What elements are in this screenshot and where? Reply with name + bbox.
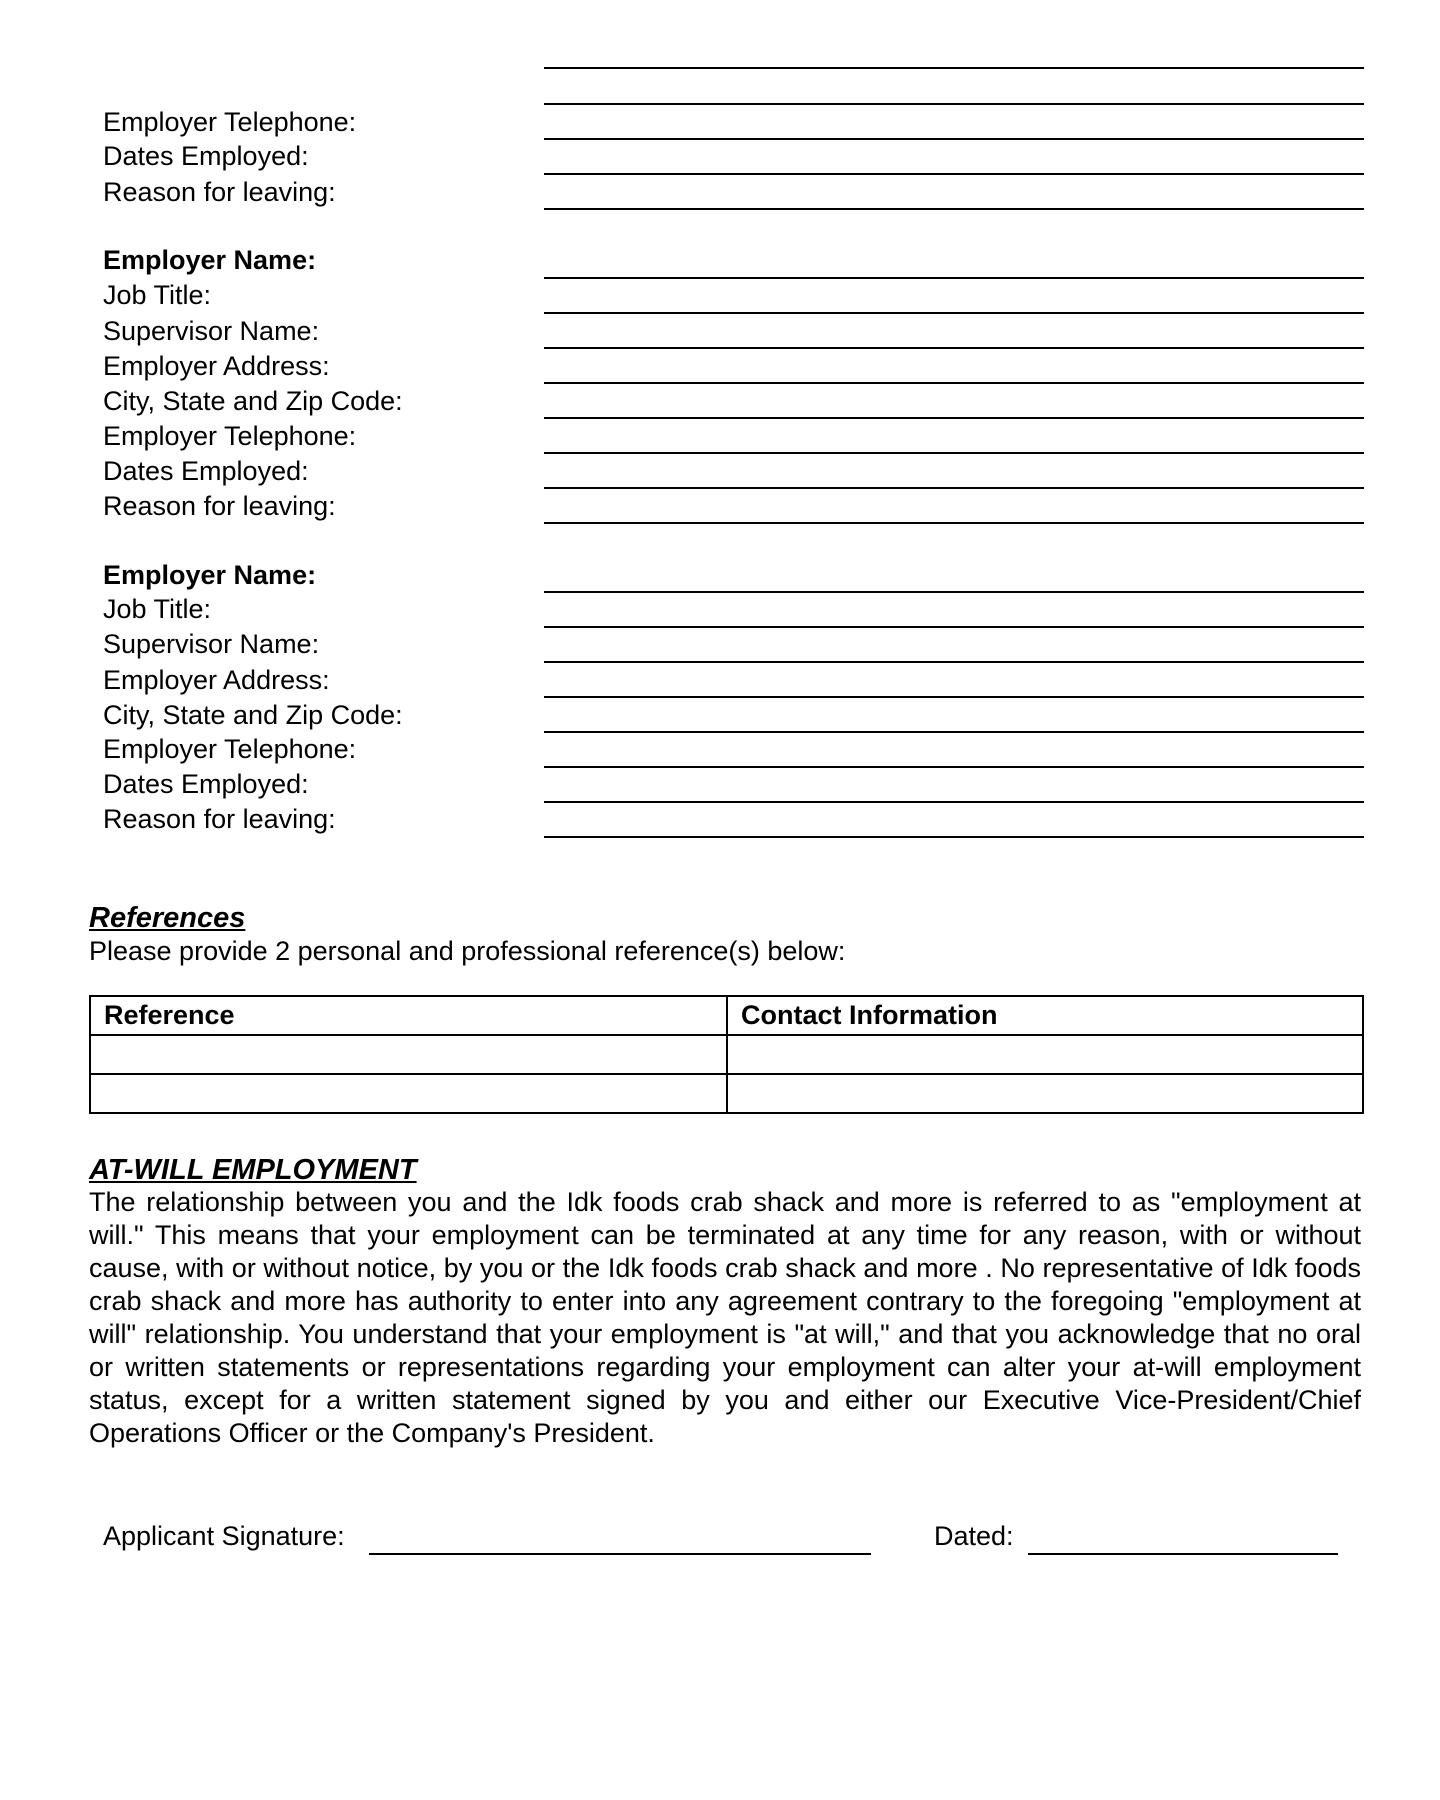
employer-1-blank-line-1[interactable] [544, 67, 1364, 69]
references-heading: References [89, 902, 246, 934]
at-will-heading: AT-WILL EMPLOYMENT [89, 1154, 417, 1186]
employer-1-reason-line[interactable] [544, 208, 1364, 210]
employer-2-address-label: Employer Address: [103, 351, 330, 381]
references-instruction: Please provide 2 personal and professional reference(s) below: [89, 936, 846, 966]
employer-3-telephone-line[interactable] [544, 766, 1364, 768]
employer-1-dates-line[interactable] [544, 173, 1364, 175]
employer-2-name-label: Employer Name: [103, 245, 317, 275]
references-table [89, 995, 1364, 1114]
reference-column-header: Reference [90, 996, 727, 1035]
employer-2-reason-line[interactable] [544, 522, 1364, 524]
reference-cell[interactable] [90, 1074, 727, 1113]
dated-line[interactable] [1028, 1553, 1338, 1555]
employer-2-supervisor-line[interactable] [544, 347, 1364, 349]
employer-3-job-title-label: Job Title: [103, 594, 212, 624]
dated-label: Dated: [934, 1521, 1014, 1551]
contact-column-header: Contact Information [727, 996, 1363, 1035]
employer-1-dates-label: Dates Employed: [103, 141, 309, 171]
employer-2-name-line[interactable] [544, 277, 1364, 279]
employer-2-city-line[interactable] [544, 417, 1364, 419]
employer-3-name-line[interactable] [544, 591, 1364, 593]
table-row [90, 1035, 1363, 1074]
employer-2-supervisor-label: Supervisor Name: [103, 316, 320, 346]
contact-cell[interactable] [727, 1074, 1363, 1113]
employer-3-reason-line[interactable] [544, 836, 1364, 838]
employer-1-blank-line-2[interactable] [544, 103, 1364, 105]
employer-2-reason-label: Reason for leaving: [103, 491, 336, 521]
employer-2-telephone-label: Employer Telephone: [103, 421, 357, 451]
contact-cell[interactable] [727, 1035, 1363, 1074]
employer-2-dates-label: Dates Employed: [103, 456, 309, 486]
at-will-paragraph: The relationship between you and the Idk foods crab shack and more is referred to as "employment at will." This means that your employment can be terminated at any time for any reason, with or without cause, with or without notice, by you or the Idk foods crab shack and more . No representative of Idk foods crab shack and more has authority to enter into any agreement contrary to the foregoing "employment at will" relationship. You understand that your employment is "at will," and that you acknowledge that no oral or written statements or representations regarding your employment can alter your at-will employment status, except for a written statement signed by you and either our Executive Vice-President/Chief Operations Officer or the Company's President. [89, 1187, 1361, 1448]
employer-3-city-label: City, State and Zip Code: [103, 700, 403, 730]
employer-1-telephone-label: Employer Telephone: [103, 107, 357, 137]
employer-2-address-line[interactable] [544, 382, 1364, 384]
employer-3-supervisor-label: Supervisor Name: [103, 629, 320, 659]
employer-3-supervisor-line[interactable] [544, 661, 1364, 663]
employer-3-name-label: Employer Name: [103, 560, 317, 590]
applicant-signature-line[interactable] [369, 1553, 871, 1555]
employer-2-dates-line[interactable] [544, 487, 1364, 489]
employer-2-city-label: City, State and Zip Code: [103, 386, 403, 416]
employer-2-telephone-line[interactable] [544, 452, 1364, 454]
employer-3-job-title-line[interactable] [544, 626, 1364, 628]
table-row [90, 1074, 1363, 1113]
employer-2-job-title-line[interactable] [544, 312, 1364, 314]
employer-1-reason-label: Reason for leaving: [103, 177, 336, 207]
employer-3-telephone-label: Employer Telephone: [103, 734, 357, 764]
reference-cell[interactable] [90, 1035, 727, 1074]
employer-3-address-label: Employer Address: [103, 665, 330, 695]
employer-3-city-line[interactable] [544, 731, 1364, 733]
applicant-signature-label: Applicant Signature: [103, 1521, 345, 1551]
employer-3-dates-line[interactable] [544, 801, 1364, 803]
employer-3-address-line[interactable] [544, 696, 1364, 698]
references-header-row [90, 996, 1363, 1035]
employer-1-telephone-line[interactable] [544, 138, 1364, 140]
employer-3-dates-label: Dates Employed: [103, 769, 309, 799]
employer-3-reason-label: Reason for leaving: [103, 804, 336, 834]
employer-2-job-title-label: Job Title: [103, 280, 212, 310]
